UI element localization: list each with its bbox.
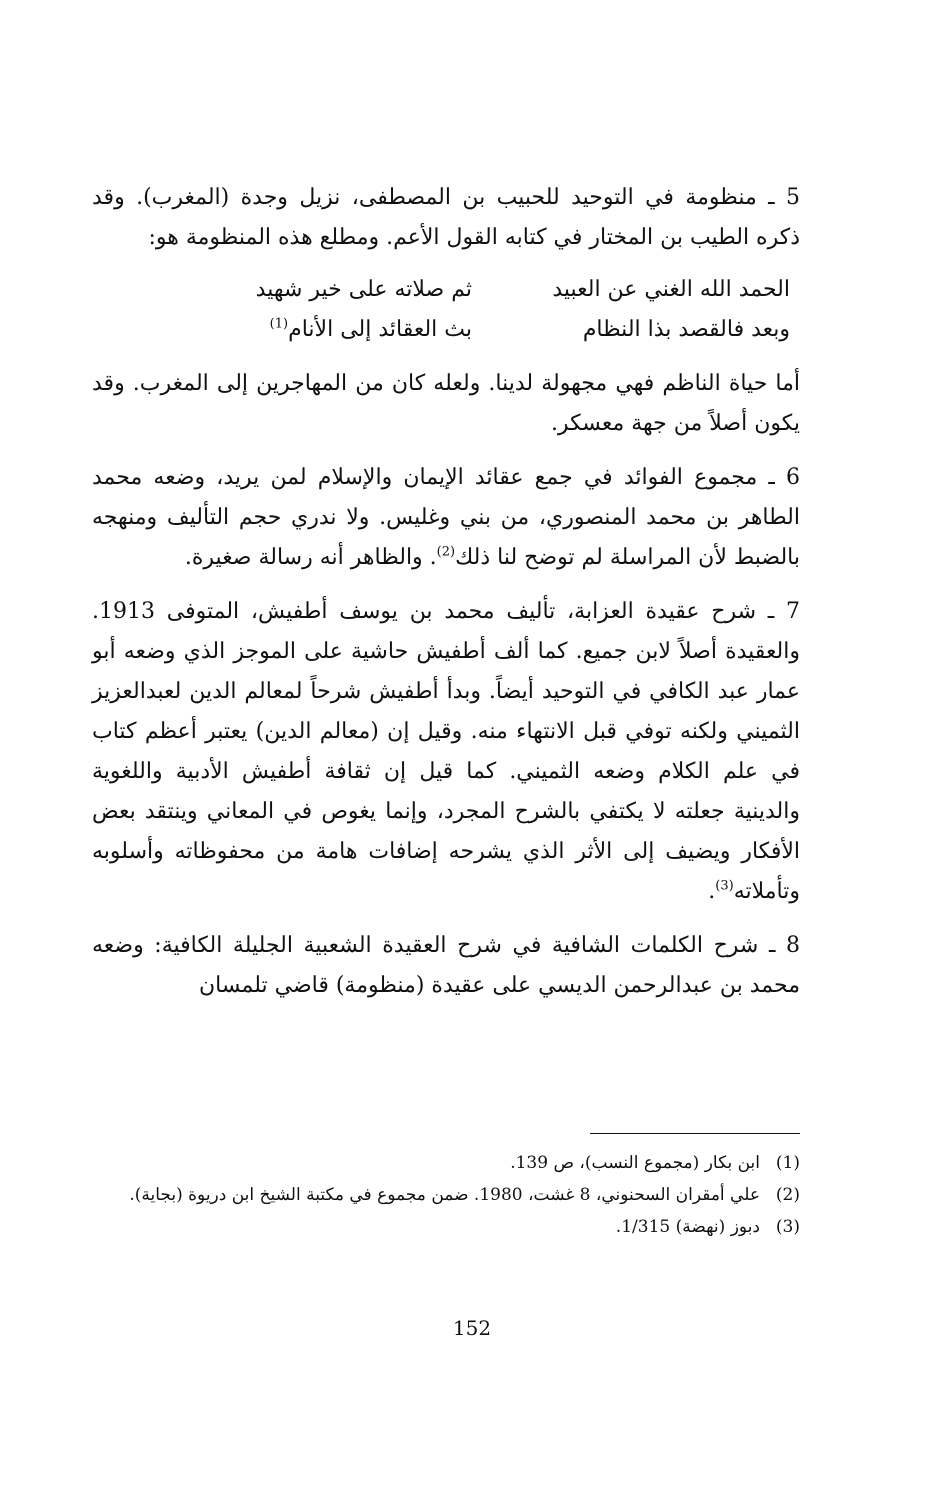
verse-hemistich-first: الحمد الله الغني عن العبيد	[552, 277, 790, 302]
paragraph-text: 6 ـ مجموع الفوائد في جمع عقائد الإيمان والإسلام لمن يريد، وضعه محمد الطاهر بن محمد المنصوري، من بني وغليس. ولا ندري حجم التأليف ومنهجه بالضبط لأن المراسلة لم توضح لنا ذلك	[92, 465, 801, 570]
paragraph-text: .	[708, 879, 716, 904]
paragraph-poet-life	[92, 364, 800, 444]
verse-hemistich-first: وبعد فالقصد بذا النظام	[582, 317, 790, 342]
paragraph-item-6	[92, 458, 800, 578]
paragraph-item-7	[92, 592, 800, 912]
footnote-text: ابن بكار (مجموع النسب)، ص 139.	[510, 1153, 760, 1173]
verse-line-1	[92, 270, 790, 310]
footnote-ref-3: (3)	[715, 878, 734, 894]
paragraph-text: . والظاهر أنه رسالة صغيرة.	[184, 545, 437, 570]
paragraph-text: 7 ـ شرح عقيدة العزابة، تأليف محمد بن يوسف أطفيش، المتوفى 1913. والعقيدة أصلاً لابن جميع. كما ألف أطفيش حاشية على الموجز الذي وضعه أبو عمار عبد الكافي في التوحيد أيضاً. وبدأ أطفيش شرحاً لمعالم الدين لعبدالعزيز الثميني ولكنه توفي قبل الانتهاء منه. وقيل إن (معالم الدين) يعتبر أعظم كتاب في علم الكلام وضعه الثميني. كما قيل إن ثقافة أطفيش الأدبية واللغوية والدينية جعلته لا يكتفي بالشرح المجرد، وإنما يغوص في المعاني وينتقد بعض الأفكار ويضيف إلى الأثر الذي يشرحه إضافات هامة من محفوظاته وأسلوبه وتأملاته	[92, 599, 800, 904]
footnote-item	[92, 1179, 800, 1211]
paragraph-item-8	[92, 926, 800, 1006]
footnotes	[92, 1147, 800, 1243]
main-text	[92, 178, 800, 1006]
paragraph-item-5	[92, 178, 800, 258]
footnote-divider	[590, 1133, 800, 1134]
footnote-text: دبوز (نهضة) 1/315.	[615, 1217, 760, 1237]
verse-hemistich-second: ثم صلاته على خير شهيد	[255, 277, 472, 302]
page-number: 152	[452, 1316, 492, 1340]
footnote-text: علي أمقران السحنوني، 8 غشت، 1980. ضمن مجموع في مكتبة الشيخ ابن دريوة (بجاية).	[129, 1185, 760, 1205]
verse-hemistich-text: بث العقائد إلى الأنام	[288, 317, 472, 342]
poem-verse	[92, 270, 800, 350]
verse-line-2	[92, 310, 790, 350]
footnote-number: (2)	[775, 1185, 800, 1205]
footnote-item	[92, 1147, 800, 1179]
paragraph-text: أما حياة الناظم فهي مجهولة لدينا. ولعله كان من المهاجرين إلى المغرب. وقد يكون أصلاً من جهة معسكر.	[92, 371, 800, 436]
footnote-number: (3)	[775, 1217, 800, 1237]
footnote-ref-2: (2)	[436, 544, 456, 560]
footnote-ref-1: (1)	[269, 316, 289, 332]
verse-hemistich-second	[172, 310, 472, 350]
footnote-number: (1)	[775, 1153, 800, 1173]
paragraph-text: 5 ـ منظومة في التوحيد للحبيب بن المصطفى، نزيل وجدة (المغرب). وقد ذكره الطيب بن المختار في كتابه القول الأعم. ومطلع هذه المنظومة هو:	[92, 185, 800, 250]
paragraph-text: 8 ـ شرح الكلمات الشافية في شرح العقيدة الشعبية الجليلة الكافية: وضعه محمد بن عبدالرحمن الديسي على عقيدة (منظومة) قاضي تلمسان	[92, 933, 800, 998]
footnote-item	[92, 1211, 800, 1243]
